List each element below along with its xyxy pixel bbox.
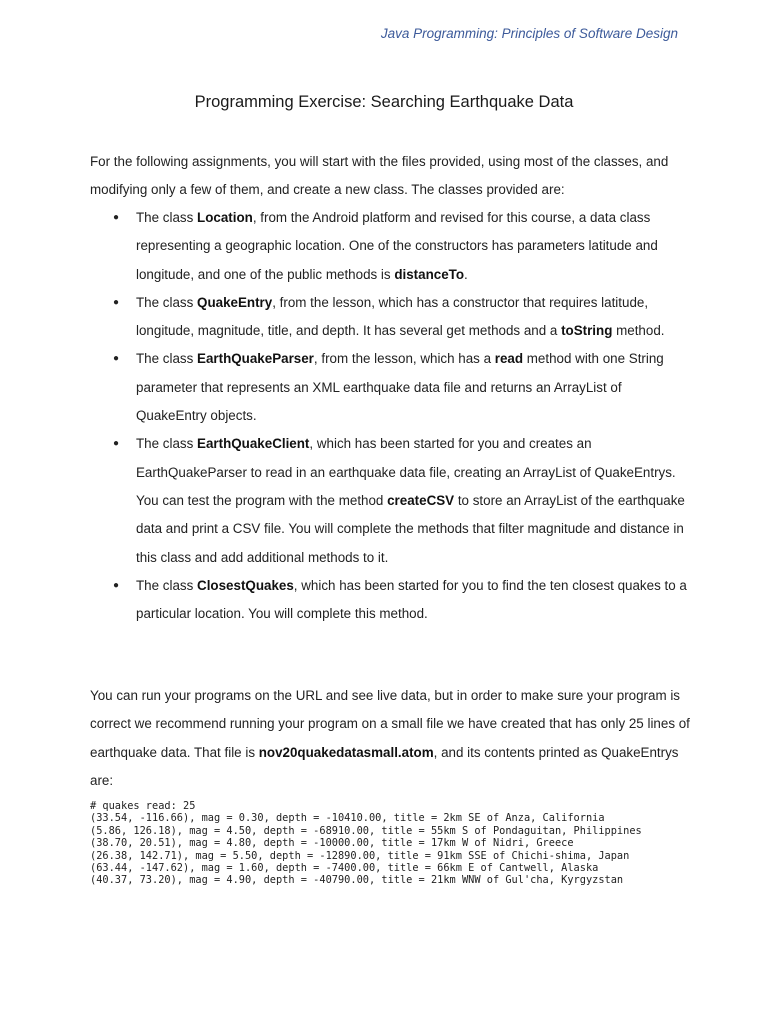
item-text: , which has been started for you and creates an EarthQuakeParser to read in an earthquake data file, creating an ArrayList of QuakeEntrys. You can test the program with the method <box>136 436 676 508</box>
class-list <box>90 204 690 628</box>
bullet-icon: ● <box>113 296 120 308</box>
run-paragraph <box>90 682 690 795</box>
item-text: . <box>464 266 468 282</box>
page-title: Programming Exercise: Searching Earthquake Data <box>194 93 574 111</box>
item-text: method with one String parameter that represents an XML earthquake data file and returns an ArrayList of QuakeEntry objects. <box>136 351 664 424</box>
program-output <box>90 800 710 887</box>
method-name: distanceTo <box>394 266 465 282</box>
item-text: The class <box>136 577 198 593</box>
class-name: EarthQuakeParser <box>197 351 314 367</box>
bullet-icon: ● <box>113 353 120 365</box>
item-text: The class <box>136 210 198 225</box>
method-name: createCSV <box>387 492 455 508</box>
output-line: (33.54, -116.66), mag = 0.30, depth = -10410.00, title = 2km SE of Anza, California <box>90 812 605 825</box>
output-line: (5.86, 126.18), mag = 4.50, depth = -68910.00, title = 55km S of Pondaguitan, Philippines <box>90 824 642 837</box>
item-text: , from the lesson, which has a <box>313 351 495 367</box>
item-text: method. <box>612 323 665 339</box>
item-text: The class <box>136 294 198 310</box>
intro-paragraph: For the following assignments, you will start with the files provided, using most of the classes, and modifying only a few of them, and create a new class. The classes provided are: <box>90 154 669 198</box>
item-text: The class <box>136 351 198 367</box>
list-item-closestquakes <box>90 572 690 629</box>
run-text: You can run your programs on the URL and see live data, but in order to make sure your program is correct we recommend running your program on a small file we have created that has only 25 lines of earthquake data. That file is <box>90 688 690 760</box>
class-name: ClosestQuakes <box>197 577 294 593</box>
method-name: read <box>494 351 524 367</box>
method-name: toString <box>561 323 613 339</box>
data-filename: nov20quakedatasmall.atom <box>258 744 434 760</box>
bullet-icon: ● <box>113 438 120 450</box>
bullet-icon: ● <box>113 212 120 223</box>
item-text: to store an ArrayList of the earthquake data and print a CSV file. You will complete the methods that filter magnitude and distance in this class and add additional methods to it. <box>136 492 685 565</box>
list-item-quakeentry <box>90 289 690 346</box>
output-line: (26.38, 142.71), mag = 5.50, depth = -12890.00, title = 91km SSE of Chichi-shima, Japan <box>90 849 630 862</box>
item-text: , from the lesson, which has a constructor that requires latitude, longitude, magnitude, title, and depth. It has several get methods and a <box>136 294 649 339</box>
class-name: Location <box>197 210 253 225</box>
list-item-earthquakeclient <box>90 430 690 571</box>
output-line: (63.44, -147.62), mag = 1.60, depth = -7400.00, title = 66km E of Cantwell, Alaska <box>90 862 599 875</box>
output-line: # quakes read: 25 <box>90 800 196 812</box>
course-header: Java Programming: Principles of Software Design <box>380 26 678 41</box>
bullet-icon: ● <box>113 579 120 591</box>
list-item-earthquakeparser <box>90 345 690 430</box>
list-item-location <box>90 204 690 289</box>
item-text: The class <box>136 436 198 452</box>
item-text: , from the Android platform and revised for this course, a data class representing a geographic location. One of the constructors has parameters latitude and longitude, and one of the public methods is <box>136 210 658 282</box>
output-line: (38.70, 20.51), mag = 4.80, depth = -10000.00, title = 17km W of Nidri, Greece <box>90 837 574 850</box>
class-name: EarthQuakeClient <box>197 436 310 452</box>
item-text: , which has been started for you to find the ten closest quakes to a particular location. You will complete this method. <box>136 577 687 622</box>
class-name: QuakeEntry <box>197 294 273 310</box>
run-text: , and its contents printed as QuakeEntrys are: <box>90 744 679 788</box>
output-line: (40.37, 73.20), mag = 4.90, depth = -40790.00, title = 21km WNW of Gul'cha, Kyrgyzstan <box>90 874 624 887</box>
